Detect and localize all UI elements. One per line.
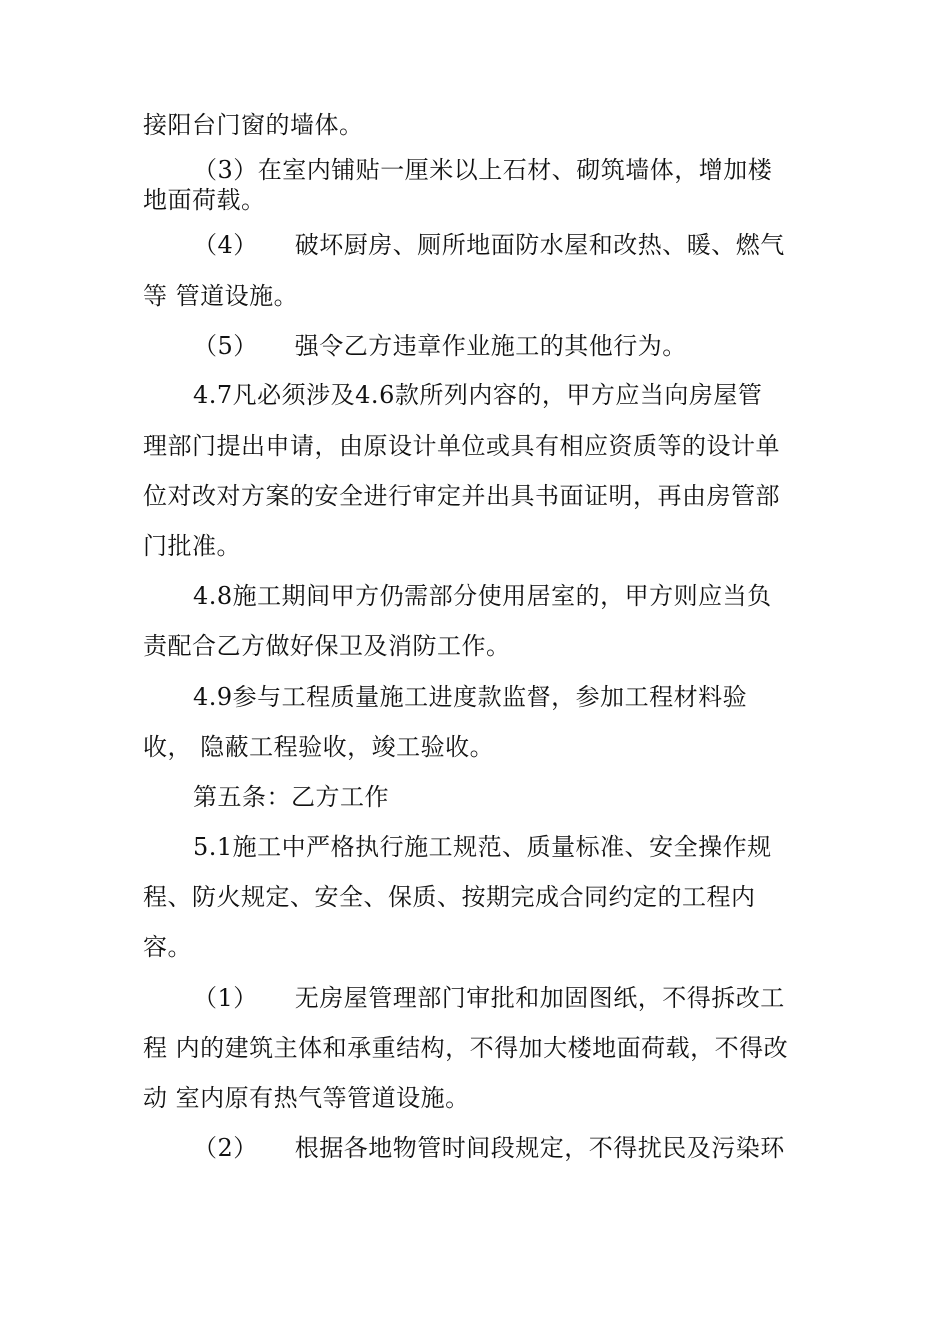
- text-line: 位对改对方案的安全进行审定并出具书面证明，再由房管部: [143, 482, 780, 510]
- text-line: 程、防火规定、安全、保质、按期完成合同约定的工程内: [143, 883, 756, 911]
- text-line: （4） 破坏厨房、厕所地面防水屋和改热、暖、燃气: [193, 231, 785, 259]
- text-line: 容。: [143, 933, 192, 961]
- text-line: 门批准。: [143, 532, 241, 560]
- text-line: 5.1施工中严格执行施工规范、质量标准、安全操作规: [193, 833, 772, 861]
- text-line: 动 室内原有热气等管道设施。: [143, 1084, 470, 1112]
- text-line: （5） 强令乙方违章作业施工的其他行为。: [193, 332, 687, 360]
- text-line: （3）在室内铺贴一厘米以上石材、砌筑墙体，增加楼: [193, 156, 773, 184]
- text-line: （1） 无房屋管理部门审批和加固图纸，不得拆改工: [193, 984, 785, 1012]
- text-line: 程 内的建筑主体和承重结构，不得加大楼地面荷载，不得改: [143, 1034, 789, 1062]
- text-line: 收， 隐蔽工程验收，竣工验收。: [143, 733, 495, 761]
- text-line: 接阳台门窗的墙体。: [143, 111, 364, 139]
- text-line: 4.8施工期间甲方仍需部分使用居室的，甲方则应当负: [193, 582, 772, 610]
- text-line: （2） 根据各地物管时间段规定，不得扰民及污染环: [193, 1134, 785, 1162]
- text-line: 理部门提出申请，由原设计单位或具有相应资质等的设计单: [143, 432, 780, 460]
- section-heading: 第五条：乙方工作: [193, 783, 389, 811]
- text-line: 地面荷载。: [143, 186, 266, 214]
- text-line: 4.9参与工程质量施工进度款监督，参加工程材料验: [193, 683, 748, 711]
- text-line: 等 管道设施。: [143, 282, 299, 310]
- text-line: 4.7凡必须涉及4.6款所列内容的，甲方应当向房屋管: [193, 381, 763, 409]
- text-line: 责配合乙方做好保卫及消防工作。: [143, 632, 511, 660]
